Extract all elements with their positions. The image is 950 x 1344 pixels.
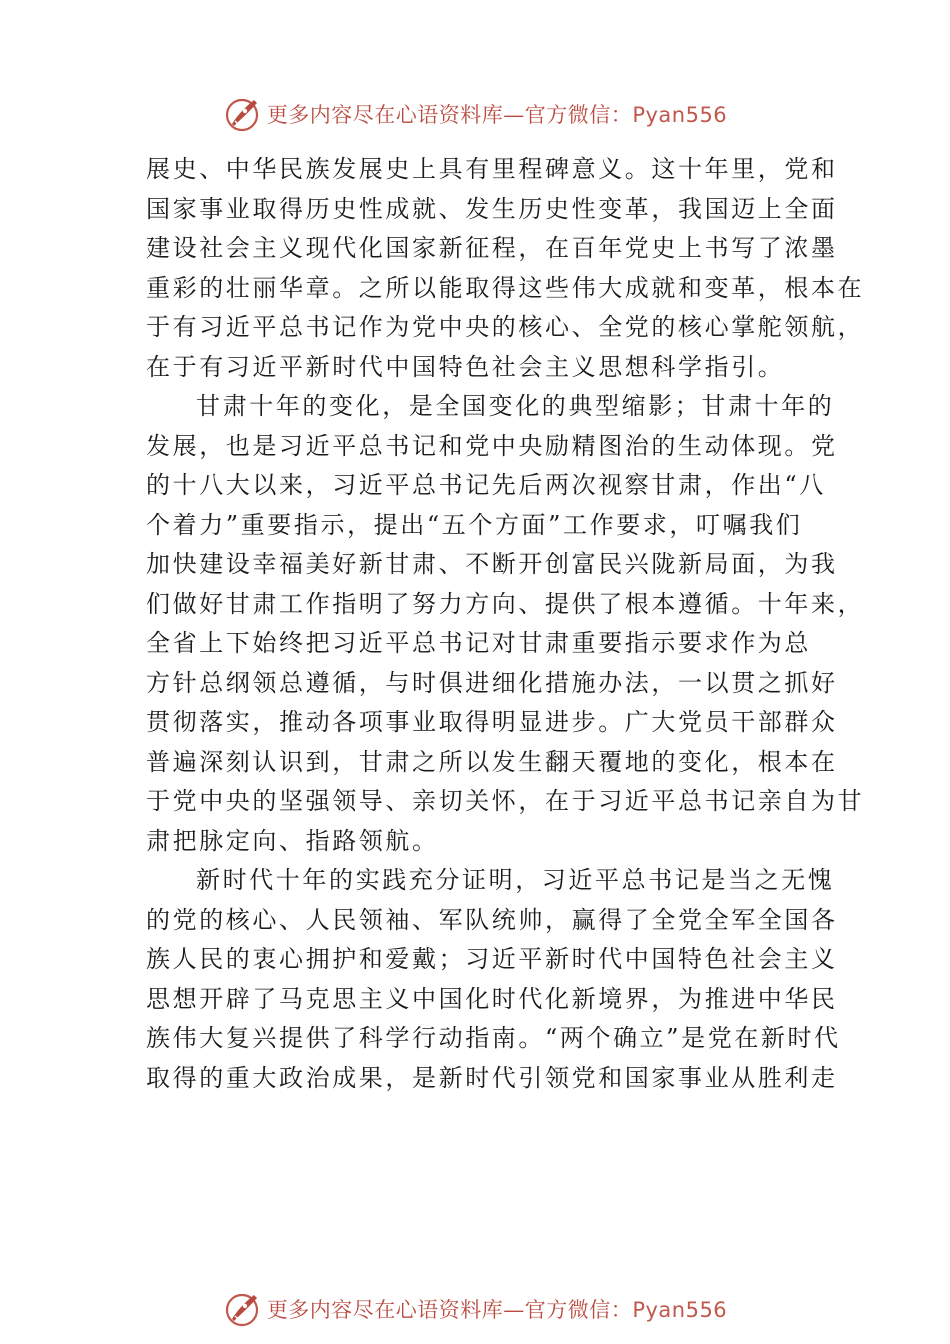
text-line: 于党中央的坚强领导、亲切关怀，在于习近平总书记亲自为甘 [146, 787, 865, 815]
footer-watermark [0, 1287, 950, 1331]
text-line: 加快建设幸福美好新甘肃、不断开创富民兴陇新局面，为我 [146, 550, 838, 578]
text-line: 展史、中华民族发展史上具有里程碑意义。这十年里，党和 [146, 155, 838, 183]
text-line: 族人民的衷心拥护和爱戴；习近平新时代中国特色社会主义 [146, 945, 838, 973]
watermark-wechat-id: Pyan556 [632, 1298, 728, 1322]
text-line: 建设社会主义现代化国家新征程，在百年党史上书写了浓墨 [146, 234, 838, 262]
watermark-wechat-id: Pyan556 [632, 103, 728, 127]
text-line: 的党的核心、人民领袖、军队统帅，赢得了全党全军全国各 [146, 905, 838, 934]
header-watermark [0, 92, 950, 136]
text-line: 族伟大复兴提供了科学行动指南。“两个确立”是党在新时代 [146, 1024, 841, 1052]
text-line: 在于有习近平新时代中国特色社会主义思想科学指引。 [146, 352, 785, 381]
text-line: 贯彻落实，推动各项事业取得明显进步。广大党员干部群众 [146, 708, 838, 736]
body-text [146, 150, 865, 1098]
text-line: 普遍深刻认识到，甘肃之所以发生翻天覆地的变化，根本在 [146, 747, 838, 776]
text-line: 们做好甘肃工作指明了努力方向、提供了根本遵循。十年来， [146, 589, 865, 618]
text-line: 思想开辟了马克思主义中国化时代化新境界，为推进中华民 [146, 984, 838, 1013]
text-line: 个着力”重要指示，提出“五个方面”工作要求，叮嘱我们 [146, 510, 803, 539]
watermark-text: 更多内容尽在心语资料库—官方微信： [266, 103, 633, 127]
text-line: 肃把脉定向、指路领航。 [146, 826, 439, 855]
text-line: 方针总纲领总遵循，与时俱进细化措施办法，一以贯之抓好 [146, 668, 838, 697]
text-line: 的十八大以来，习近平总书记先后两次视察甘肃，作出“八 [146, 471, 826, 499]
paragraph-first-line: 甘肃十年的变化，是全国变化的典型缩影；甘肃十年的 [196, 392, 835, 420]
text-line: 发展，也是习近平总书记和党中央励精图治的生动体现。党 [146, 431, 838, 460]
text-line: 于有习近平总书记作为党中央的核心、全党的核心掌舵领航， [146, 313, 865, 341]
text-line: 取得的重大政治成果，是新时代引领党和国家事业从胜利走 [146, 1063, 838, 1092]
text-line: 全省上下始终把习近平总书记对甘肃重要指示要求作为总 [146, 629, 811, 657]
pen-logo-icon [223, 1289, 263, 1329]
text-line: 重彩的壮丽华章。之所以能取得这些伟大成就和变革，根本在 [146, 273, 865, 302]
text-line: 国家事业取得历史性成就、发生历史性变革，我国迈上全面 [146, 194, 838, 223]
watermark-text: 更多内容尽在心语资料库—官方微信： [266, 1298, 633, 1322]
pen-logo-icon [223, 94, 263, 134]
paragraph-first-line: 新时代十年的实践充分证明，习近平总书记是当之无愧 [196, 866, 835, 894]
